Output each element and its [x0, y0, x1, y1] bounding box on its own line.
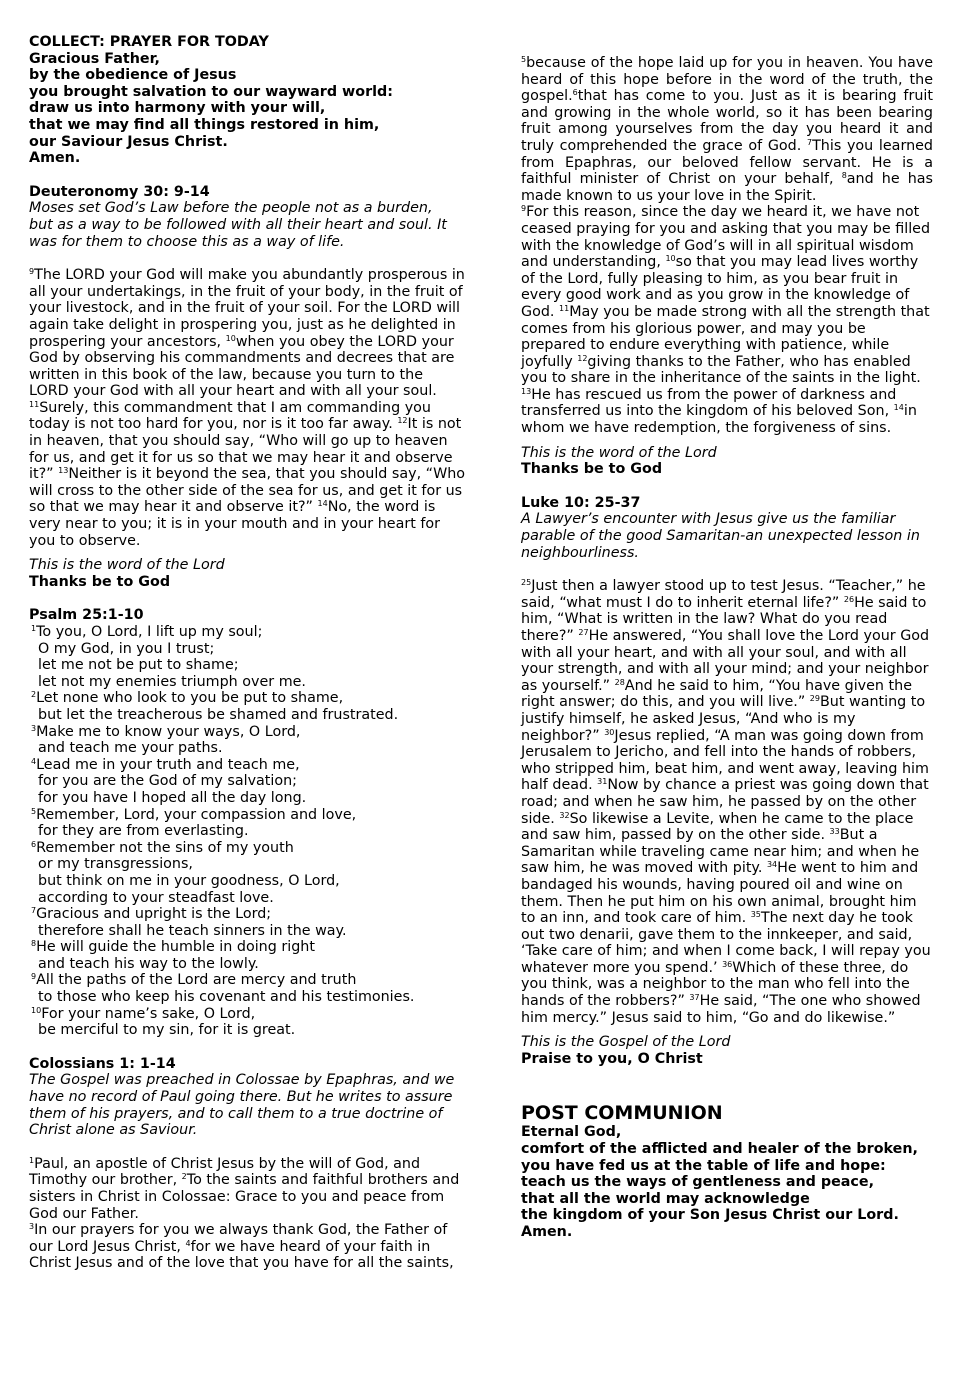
- verse-text: He answered, “You shall love the Lord your God with all your heart, and with all your soul, and with all your strength, and with all your mind; and your neighbor as yourself.”: [521, 628, 930, 694]
- colossians-passage-part2: [521, 55, 933, 204]
- verse-text: Which of these three, do you think, was a neighbor to the man who fell into the hands of the robbers?”: [521, 959, 910, 1010]
- verse-number: 8: [31, 939, 37, 949]
- verse-number: 7: [31, 906, 37, 916]
- verse-text: so that you may lead lives worthy of the Lord, fully pleasing to him, as you bear fruit in every good work and as you grow in the knowledge of God.: [521, 254, 919, 320]
- psalm-line-text: or my transgressions,: [38, 856, 193, 873]
- psalm-line-text: Gracious and upright is the Lord;: [36, 906, 272, 923]
- colossians-passage-part3: [521, 204, 933, 436]
- right-column: [521, 55, 933, 1241]
- verse-number: 37: [689, 993, 700, 1003]
- post-communion-line: teach us the ways of gentleness and peace,: [521, 1174, 875, 1191]
- psalm-line-text: For your name’s sake, O Lord,: [41, 1005, 256, 1022]
- verse-text: He went to him and bandaged his wounds, having poured oil and wine on them. Then he put him on his own animal, brought him to an inn, and took care of him.: [521, 860, 919, 927]
- post-communion-heading: POST COMMUNION: [521, 1102, 723, 1125]
- psalm-line: [29, 890, 467, 907]
- deuteronomy-intro: Moses set God’s Law before the people not as a burden, but as a way to be followed with all their heart and soul. It was for them to choose this as a way of life.: [29, 200, 447, 250]
- verse-number: 10: [31, 1005, 42, 1015]
- verse-number: 11: [29, 399, 40, 409]
- collect-section: [29, 34, 467, 167]
- psalm-line: [29, 873, 467, 890]
- verse-number: 26: [843, 594, 855, 604]
- psalm-line: [29, 1006, 467, 1023]
- deuteronomy-section: [29, 184, 467, 591]
- verse-text: And he said to him, “You have given the right answer; do this, and you will live.”: [521, 677, 912, 711]
- psalm-line-text: according to your steadfast love.: [38, 889, 274, 906]
- gospel-response-call: This is the Gospel of the Lord: [521, 1034, 731, 1051]
- verse-number: 5: [31, 806, 37, 816]
- verse-text: giving thanks to the Father, who has enabled you to share in the inheritance of the saints in the light.: [521, 353, 921, 387]
- verse-text: Paul, an apostle of Christ Jesus by the will of God, and Timothy our brother,: [29, 1155, 421, 1189]
- reading-response: Thanks be to God: [29, 573, 171, 590]
- verse-number: 1: [31, 624, 37, 633]
- verse-number: 13: [521, 386, 532, 396]
- psalm-line: [29, 724, 467, 741]
- verse-text: No, the word is very near to you; it is in your mouth and in your heart for you to observe.: [29, 499, 441, 549]
- psalm-line-text: Remember not the sins of my youth: [36, 839, 294, 856]
- verse-number: 34: [766, 860, 778, 870]
- psalm-line: [29, 624, 467, 641]
- verse-number: 3: [29, 1222, 35, 1232]
- verse-text: that has come to you. Just as it is bearing fruit and growing in the whole world, so it has been bearing fruit among yourselves from the day you heard it and truly comprehended the grace of God.: [521, 88, 933, 154]
- psalm-line: [29, 856, 467, 873]
- psalm-line-text: and teach me your paths.: [38, 740, 223, 757]
- verse-text: Just then a lawyer stood up to test Jesus. “Teacher,” he said, “what must I do to inherit eternal life?”: [521, 578, 926, 611]
- deuteronomy-heading: Deuteronomy 30: 9-14: [29, 183, 210, 200]
- verse-text: But a Samaritan while traveling came near him; and when he saw him, he was moved with pity.: [521, 827, 920, 877]
- verse-text: So likewise a Levite, when he came to the place and saw him, passed by on the other side.: [521, 810, 914, 844]
- verse-text: For this reason, since the day we heard it, we have not ceased praying for you and asking that you may be filled with the knowledge of God’s will in all spiritual wisdom and understanding,: [521, 204, 931, 271]
- psalm-line-text: be merciful to my sin, for it is great.: [38, 1022, 296, 1039]
- luke-passage: [521, 578, 933, 1026]
- collect-line: by the obedience of Jesus: [29, 67, 237, 84]
- verse-text: It is not in heaven, that you should say, “Who will go up to heaven for us, and get it for us so that we may hear it and observe it?”: [29, 416, 462, 483]
- psalm-line: [29, 757, 467, 774]
- psalm-line-text: Make me to know your ways, O Lord,: [36, 723, 301, 740]
- reading-response-call: This is the word of the Lord: [29, 557, 225, 574]
- psalm-line: [29, 707, 467, 724]
- verse-text: He said to him, “What is written in the law? What do you read there?”: [521, 594, 927, 644]
- verse-number: 27: [578, 628, 589, 637]
- verse-text: But wanting to justify himself, he asked Jesus, “And who is my neighbor?”: [521, 694, 926, 744]
- psalm-section: [29, 607, 467, 1038]
- verse-text: To the saints and faithful brothers and sisters in Christ in Colossae: Grace to you and peace from God our Father.: [29, 1172, 460, 1222]
- collect-line: Gracious Father,: [29, 50, 160, 67]
- verse-number: 30: [604, 727, 615, 737]
- collect-line: Amen.: [29, 150, 81, 167]
- verse-number: 31: [597, 777, 608, 787]
- verse-number: 28: [614, 677, 625, 687]
- post-communion-line: Eternal God,: [521, 1124, 622, 1141]
- verse-number: 2: [31, 690, 37, 700]
- post-communion-line: that all the world may acknowledge: [521, 1190, 810, 1207]
- colossians-intro: The Gospel was preached in Colossae by Epaphras, and we have no record of Paul going there. But he writes to assure them of his prayers, and to call them to a true doctrine of Christ alone as Saviour.: [29, 1072, 455, 1139]
- psalm-line: [29, 690, 467, 707]
- colossians-section: [29, 1056, 467, 1272]
- verse-text: Now by chance a priest was going down that road; and when he saw him, he passed by on the other side.: [521, 777, 929, 827]
- reading-response: Thanks be to God: [521, 461, 663, 478]
- psalm-line-text: let me not be put to shame;: [38, 657, 239, 674]
- psalm-text: [29, 624, 467, 1039]
- verse-number: 5: [521, 55, 527, 64]
- psalm-line-text: let not my enemies triumph over me.: [38, 673, 306, 690]
- psalm-line: [29, 939, 467, 956]
- verse-number: 7: [806, 137, 813, 147]
- verse-text: and he has made known to us your love in the Spirit.: [521, 171, 933, 204]
- psalm-line-text: He will guide the humble in doing right: [36, 939, 315, 956]
- psalm-line: [29, 773, 467, 790]
- verse-text: This you learned from Epaphras, our beloved fellow servant. He is a faithful minister of Christ on your behalf,: [521, 137, 933, 188]
- verse-text: because of the hope laid up for you in heaven. You have heard of this hope before in the word of the truth, the gospel.: [521, 55, 933, 105]
- psalm-line: [29, 840, 467, 857]
- psalm-line: [29, 807, 467, 824]
- psalm-line: [29, 790, 467, 807]
- luke-intro: A Lawyer’s encounter with Jesus give us the familiar parable of the good Samaritan-an unexpected lesson in neighbourliness.: [521, 511, 920, 561]
- verse-number: 25: [521, 578, 532, 588]
- verse-number: 14: [317, 499, 328, 509]
- verse-number: 4: [31, 756, 37, 766]
- verse-number: 32: [559, 810, 570, 820]
- psalm-line-text: to those who keep his covenant and his testimonies.: [38, 989, 415, 1006]
- psalm-line-text: but think on me in your goodness, O Lord,: [38, 872, 340, 889]
- verse-number: 10: [665, 254, 676, 264]
- verse-number: 14: [893, 403, 904, 413]
- verse-text: The next day he took out two denarii, gave them to the innkeeper, and said, ‘Take care of him; and when I come back, I will repay you whatever more you spend.’: [521, 910, 931, 976]
- collect-line: our Saviour Jesus Christ.: [29, 133, 228, 150]
- verse-text: Neither is it beyond the sea, that you should say, “Who will cross to the other side of the sea for us, and get it for us so that we may hear it and observe it?”: [29, 466, 466, 516]
- psalm-line-text: and teach his way to the lowly.: [38, 955, 259, 972]
- psalm-line: [29, 989, 467, 1006]
- verse-number: 3: [31, 723, 37, 733]
- reading-response-call: This is the word of the Lord: [521, 444, 717, 461]
- verse-text: when you obey the LORD your God by observing his commandments and decrees that are written in this book of the law, because you turn to the LORD your God with all your heart and with all your soul.: [29, 333, 455, 400]
- left-column: [29, 34, 467, 1272]
- psalm-line-text: Lead me in your truth and teach me,: [36, 756, 300, 773]
- verse-text: for we have heard of your faith in Christ Jesus and of the love that you have for all the saints,: [29, 1238, 454, 1272]
- psalm-line-text: for you have I hoped all the day long.: [38, 789, 307, 806]
- verse-number: 12: [397, 416, 408, 426]
- luke-section: [521, 495, 933, 1068]
- post-communion-section: [521, 1102, 933, 1240]
- psalm-line: [29, 956, 467, 973]
- psalm-line-text: All the paths of the Lord are mercy and truth: [36, 972, 357, 989]
- verse-text: He said, “The one who showed him mercy.” Jesus said to him, “Go and do likewise.”: [521, 993, 921, 1026]
- verse-number: 13: [58, 466, 69, 476]
- psalm-line-text: for you are the God of my salvation;: [38, 773, 297, 790]
- verse-number: 29: [809, 694, 820, 704]
- psalm-line-text: but let the treacherous be shamed and frustrated.: [38, 706, 399, 723]
- psalm-line: [29, 657, 467, 674]
- collect-line: that we may find all things restored in him,: [29, 116, 380, 133]
- verse-text: Jesus replied, “A man was going down from Jerusalem to Jericho, and fell into the hands of robbers, who stripped him, beat him, and went away, leaving him half dead.: [521, 727, 929, 794]
- verse-number: 12: [577, 353, 588, 363]
- psalm-line-text: therefore shall he teach sinners in the way.: [38, 922, 347, 939]
- verse-number: 2: [181, 1172, 187, 1182]
- psalm-line: [29, 740, 467, 757]
- colossians-passage-part1: [29, 1156, 467, 1272]
- verse-text: Surely, this commandment that I am commanding you today is not too hard for you, nor is it too far away.: [29, 399, 431, 433]
- post-communion-line: the kingdom of your Son Jesus Christ our Lord.: [521, 1207, 899, 1224]
- verse-number: 6: [572, 88, 578, 98]
- psalm-line: [29, 923, 467, 940]
- psalm-line: [29, 674, 467, 691]
- verse-number: 33: [829, 827, 840, 837]
- psalm-line-text: Remember, Lord, your compassion and love,: [36, 806, 357, 823]
- verse-number: 9: [29, 267, 35, 277]
- verse-number: 9: [31, 972, 37, 982]
- verse-number: 1: [29, 1155, 35, 1165]
- psalm-line: [29, 972, 467, 989]
- collect-line: draw us into harmony with your will,: [29, 100, 326, 117]
- gospel-response: Praise to you, O Christ: [521, 1050, 703, 1067]
- colossians-heading: Colossians 1: 1-14: [29, 1055, 176, 1072]
- collect-line: you brought salvation to our wayward world:: [29, 83, 393, 100]
- verse-number: 6: [31, 839, 37, 849]
- verse-number: 35: [750, 910, 761, 920]
- verse-number: 9: [521, 204, 527, 214]
- psalm-line-text: for they are from everlasting.: [38, 823, 249, 840]
- post-communion-line: Amen.: [521, 1224, 573, 1240]
- psalm-line: [29, 641, 467, 658]
- verse-number: 10: [225, 333, 236, 343]
- post-communion-line: comfort of the afflicted and healer of the broken,: [521, 1141, 918, 1158]
- deuteronomy-passage: [29, 267, 467, 549]
- verse-number: 8: [841, 171, 847, 181]
- verse-text: He has rescued us from the power of darkness and transferred us into the kingdom of his beloved Son,: [521, 386, 897, 420]
- verse-number: 4: [185, 1238, 191, 1248]
- collect-heading: COLLECT: PRAYER FOR TODAY: [29, 34, 269, 50]
- psalm-line: [29, 1022, 467, 1039]
- verse-text: In our prayers for you we always thank God, the Father of our Lord Jesus Christ,: [29, 1222, 448, 1255]
- psalm-line-text: O my God, in you I trust;: [38, 640, 215, 657]
- verse-text: in whom we have redemption, the forgiveness of sins.: [521, 403, 917, 437]
- luke-heading: Luke 10: 25-37: [521, 494, 641, 511]
- verse-text: May you be made strong with all the strength that comes from his glorious power, and may you be prepared to endure everything with patience, while joyfully: [521, 303, 930, 370]
- psalm-line-text: To you, O Lord, I lift up my soul;: [36, 624, 263, 640]
- post-communion-line: you have fed us at the table of life and hope:: [521, 1157, 886, 1174]
- verse-number: 36: [722, 959, 733, 969]
- psalm-line: [29, 906, 467, 923]
- verse-number: 11: [559, 303, 570, 313]
- psalm-line-text: Let none who look to you be put to shame,: [36, 690, 344, 707]
- psalm-heading: Psalm 25:1-10: [29, 607, 144, 624]
- psalm-line: [29, 823, 467, 840]
- verse-text: The LORD your God will make you abundantly prosperous in all your undertakings, in the fruit of your body, in the fruit of your livestock, and in the fruit of your soil. For the LORD will again take delight in prospering you, just as he delighted in prospering your ancestors,: [29, 267, 465, 350]
